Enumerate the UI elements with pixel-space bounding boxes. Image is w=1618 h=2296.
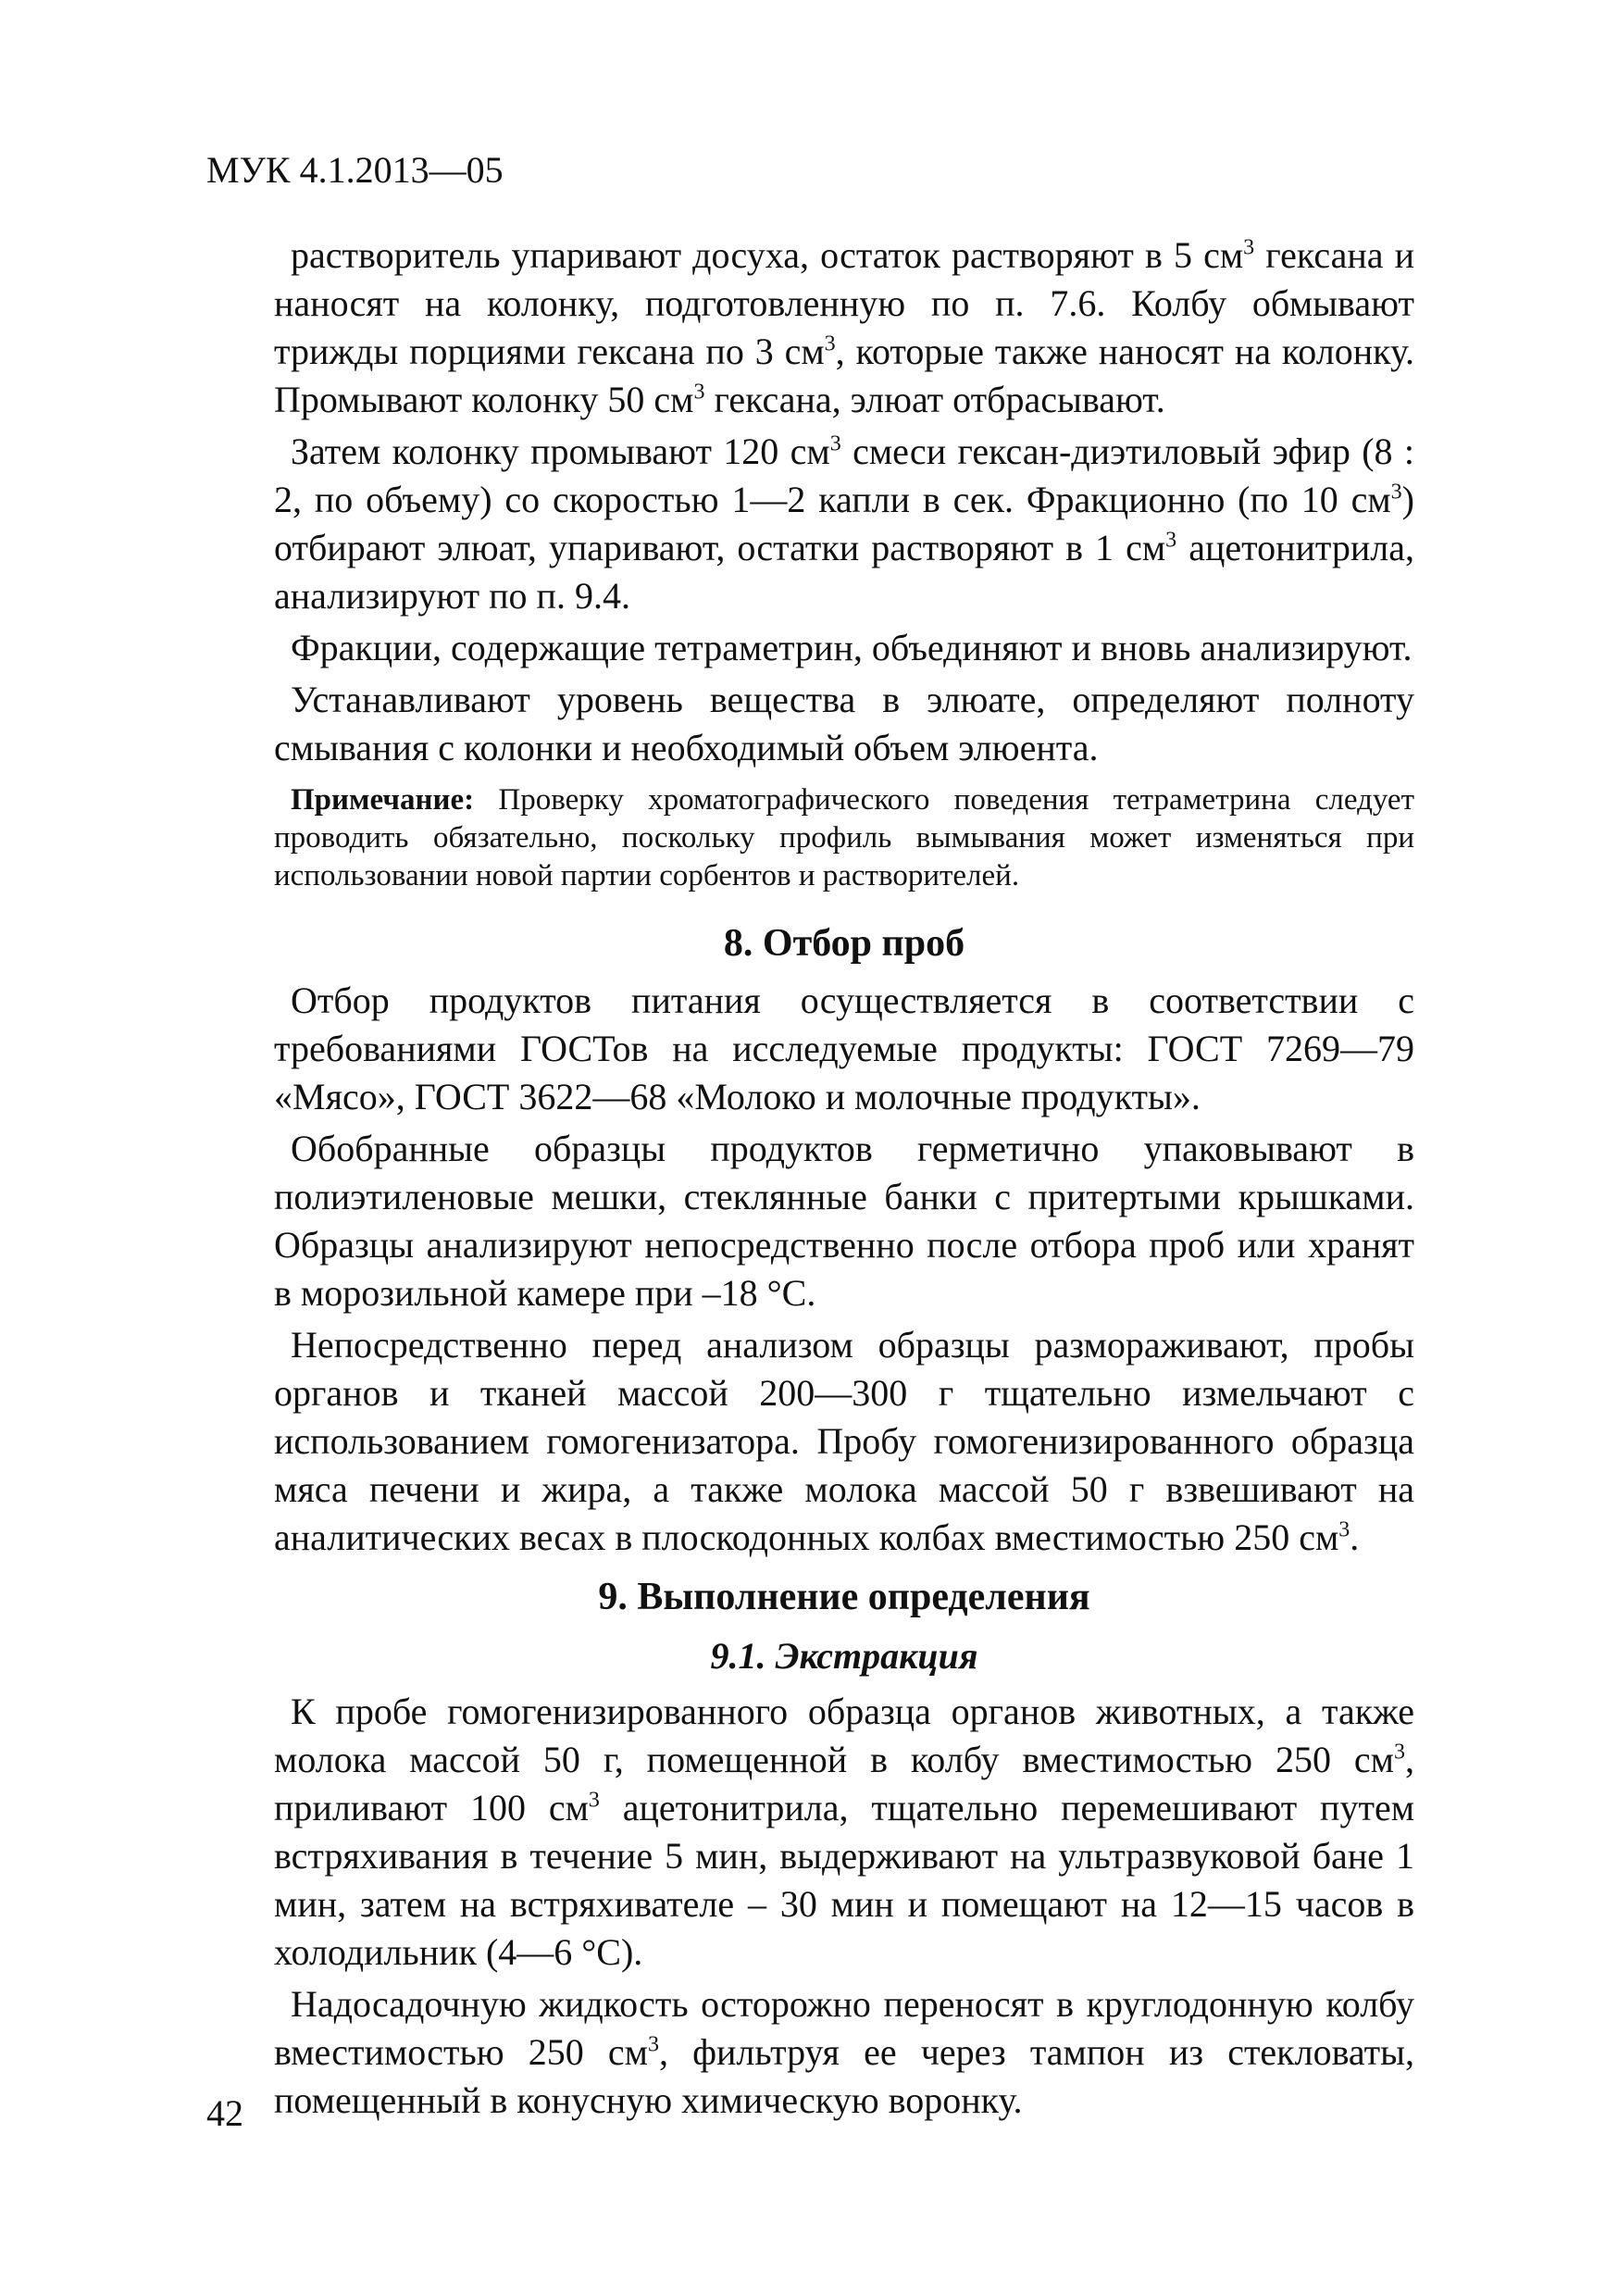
note-text: Проверку хроматографического поведения тетраметрина следует проводить обязательно, поскольку профиль вымывания может изменяться при использовании новой партии сорбентов и растворителей. bbox=[274, 783, 1414, 892]
page-number: 42 bbox=[206, 2092, 243, 2134]
section-9-title: 9. Выполнение определения bbox=[598, 1576, 1090, 1618]
paragraph-supernatant: Надосадочную жидкость осторожно переносят в круглодонную колбу вместимостью 250 $см^3$, фильтруя ее через тампон из стекловаты, помещенный в конусную химическую воронку. bbox=[274, 1983, 1415, 2121]
section-8-title: 8. Отбор проб bbox=[723, 922, 965, 965]
paragraph-eluate-level: Устанавливают уровень вещества в элюате, определяют полноту смывания с колонки и необходимый объем элюента. bbox=[274, 679, 1414, 768]
note-block bbox=[274, 781, 1414, 895]
paragraph-column-wash: Затем колонку промывают 120 $см^3$ смеси гексан-диэтиловый эфир (8 : 2, по объему) со скоростью 1—2 капли в сек. Фракционно (по 10 $см^3$) отбирают элюат, упаривают, остатки растворяют в 1 $см^3$ ацетонитрила, анализируют по п. 9.4. bbox=[274, 430, 1415, 617]
paragraph-sampling-standards: Отбор продуктов питания осуществляется в соответствии с требованиями ГОСТов на исследуемые продукты: ГОСТ 7269—79 «Мясо», ГОСТ 3622—68 «Молоко и молочные продукты». bbox=[274, 980, 1414, 1117]
running-header: МУК 4.1.2013—05 bbox=[206, 149, 504, 191]
paragraph-fractions: Фракции, содержащие тетраметрин, объединяют и вновь анализируют. bbox=[291, 627, 1413, 668]
note-label: Примечание: bbox=[291, 783, 475, 817]
paragraph-extraction: К пробе гомогенизированного образца органов животных, а также молока массой 50 г, помещенной в колбу вместимостью 250 $см^3$, приливают 100 $см^3$ ацетонитрила, тщательно перемешивают путем встряхивания в течение 5 мин, выдерживают на ультразвуковой бане 1 мин, затем на встряхивателе – 30 мин и помещают на 12—15 часов в холодильник (4—6 °С). bbox=[274, 1691, 1415, 1973]
paragraph-sample-packaging: Обобранные образцы продуктов герметично упаковывают в полиэтиленовые мешки, стеклянные банки с притертыми крышками. Образцы анализируют непосредственно после отбора проб или хранят в морозильной камере при –18 °С. bbox=[274, 1128, 1414, 1314]
paragraph-sample-preparation: Непосредственно перед анализом образцы размораживают, пробы органов и тканей массой 200—300 г тщательно измельчают с использованием гомогенизатора. Пробу гомогенизированного образца мяса печени и жира, а также молока массой 50 г взвешивают на аналитических весах в плоскодонных колбах вместимостью 250 $см^3$. bbox=[274, 1324, 1414, 1558]
subsection-9-1-title: 9.1. Экстракция bbox=[710, 1635, 978, 1677]
paragraph-continuation: растворитель упаривают досуха, остаток растворяют в 5 $см^3$ гексана и наносят на колонку, подготовленную по п. 7.6. Колбу обмывают трижды порциями гексана по 3 $см^3$, которые также наносят на колонку. Промывают колонку 50 $см^3$ гексана, элюат отбрасывают. bbox=[274, 234, 1415, 420]
page-content bbox=[274, 231, 1414, 2128]
